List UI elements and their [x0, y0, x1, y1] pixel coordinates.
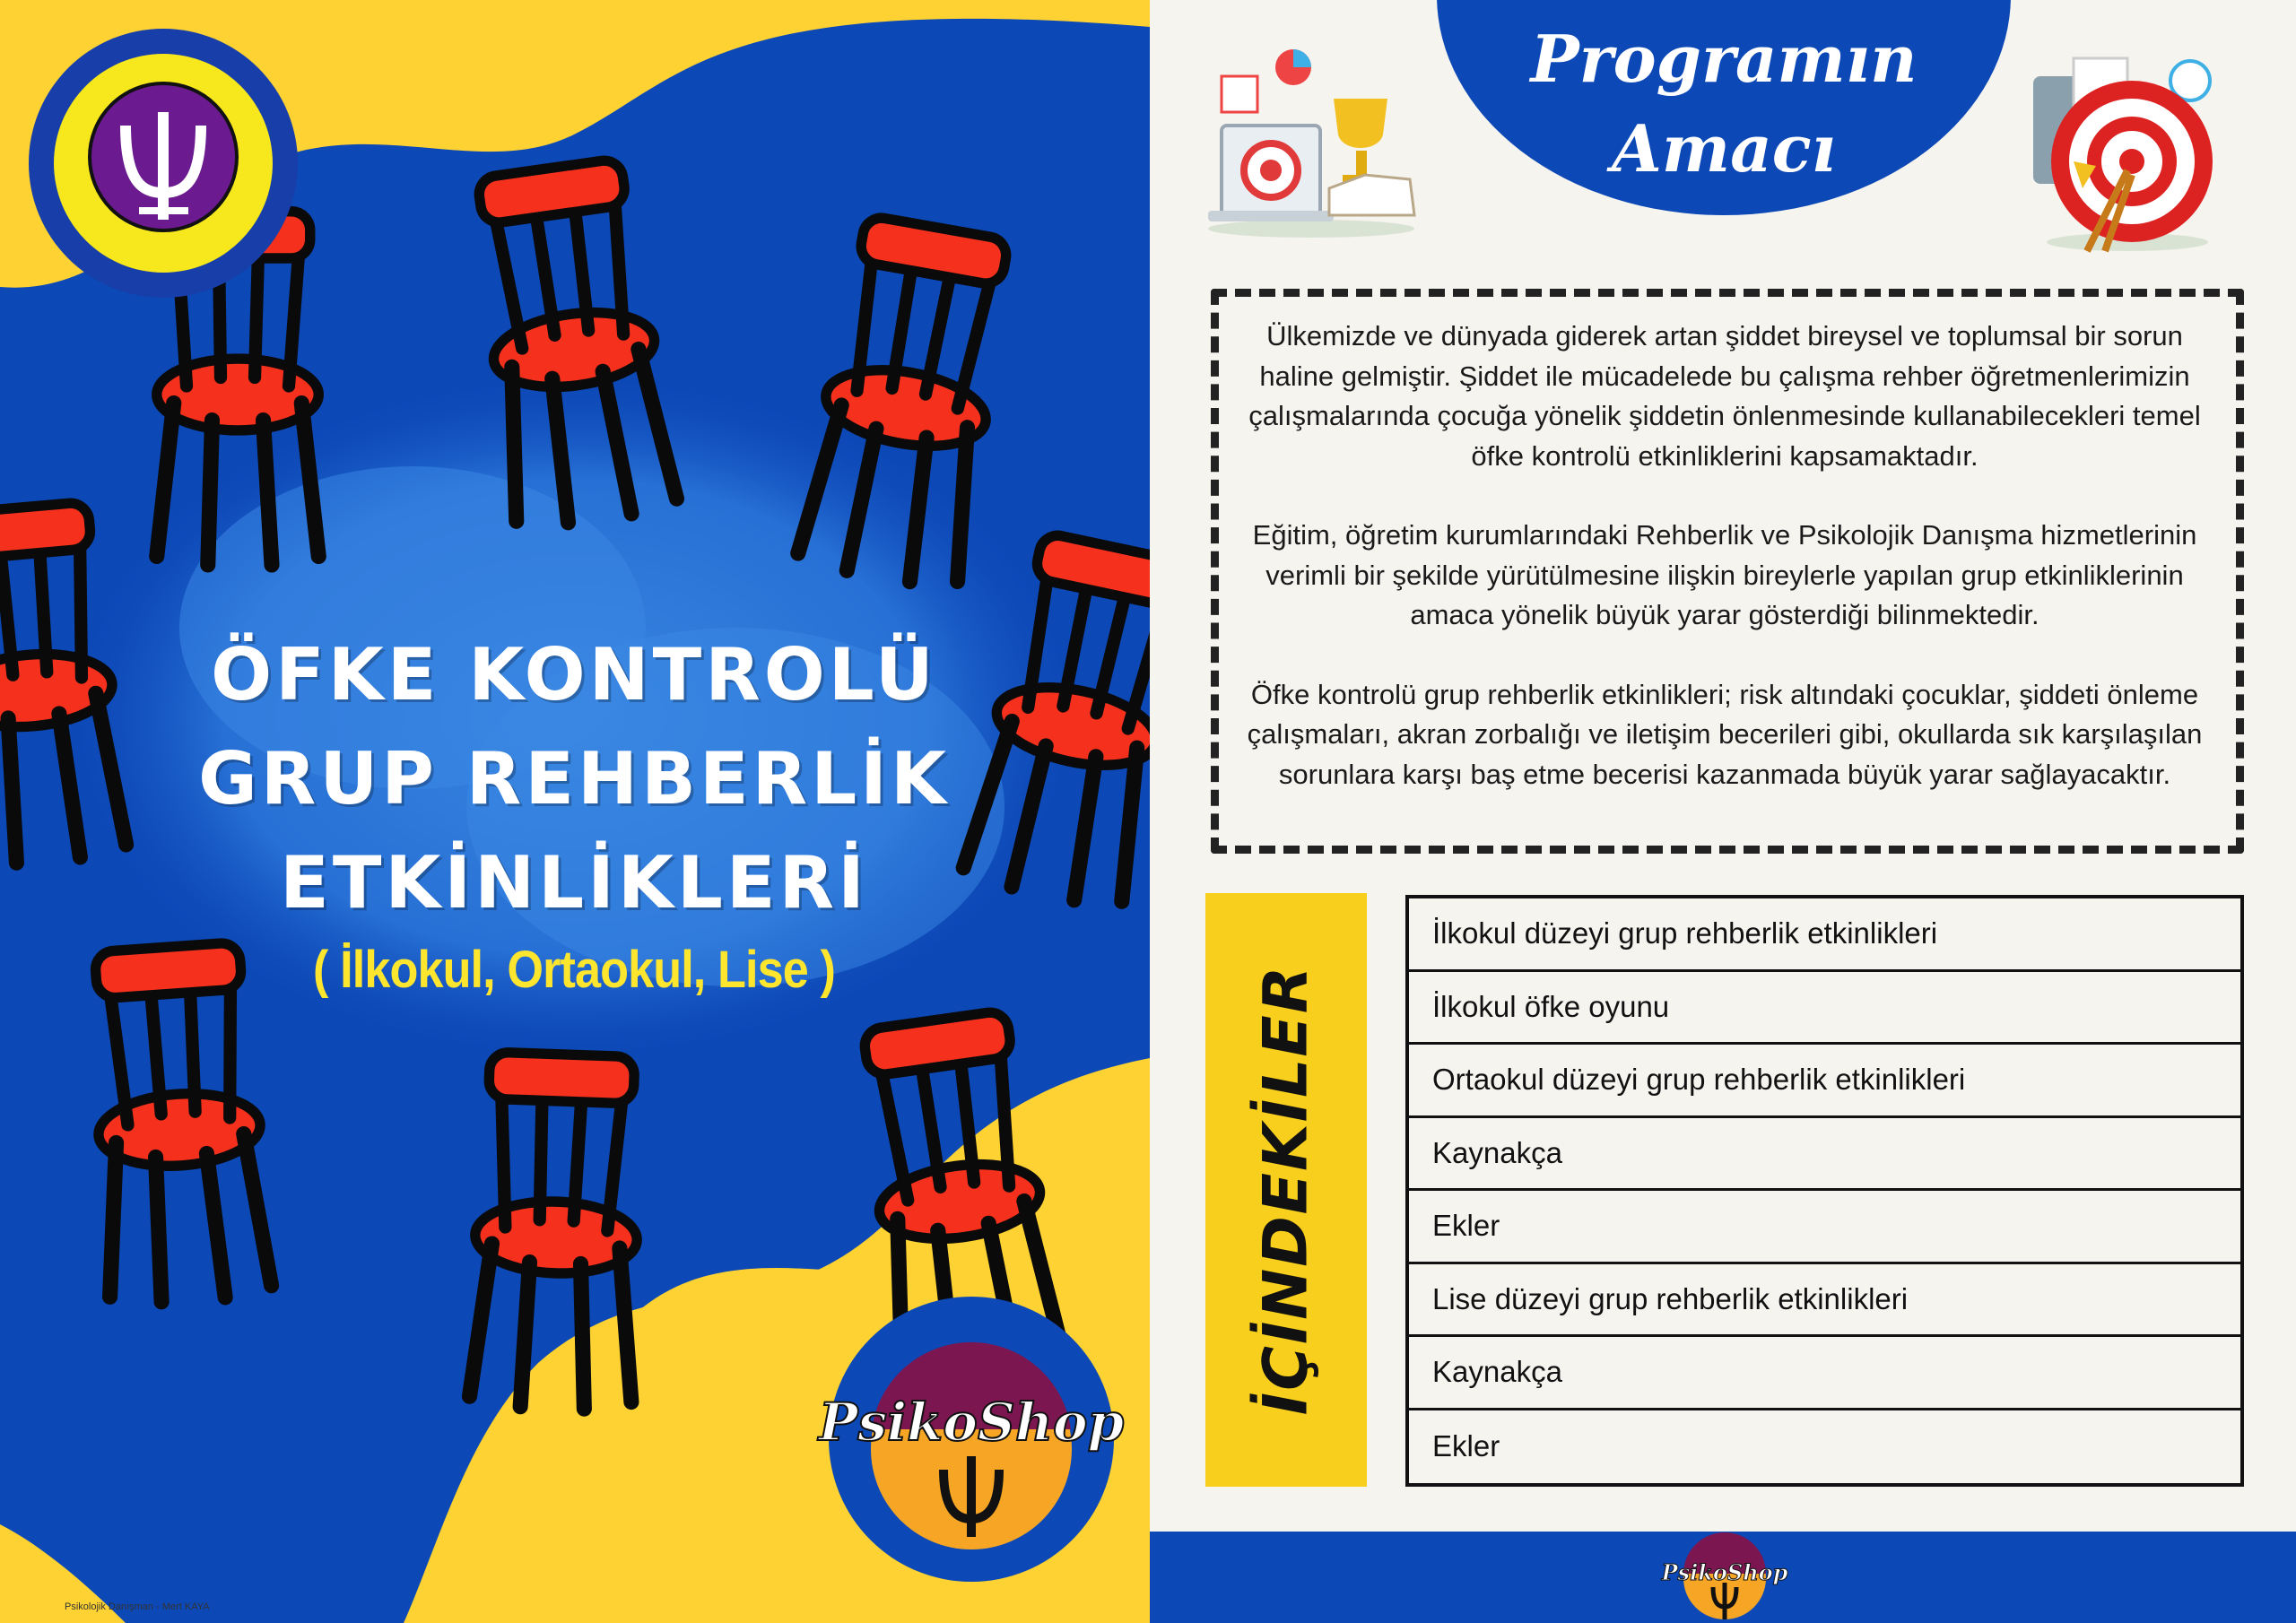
purpose-paragraph-1: Ülkemizde ve dünyada giderek artan şiddet bireysel ve toplumsal bir sorun haline gelmiştir. Şiddet ile mücadelede bu çalışma rehber öğretmenlerimizin çalışmalarında çocuğa yönelik şiddetin önlenmesinde kullanabilecekleri temel öfke kontrolü etkinliklerini kapsamaktadır.	[1248, 320, 2201, 472]
psikoshop-badge	[818, 1295, 1125, 1584]
cover-subtitle: ( İlkokul, Ortaokul, Lise )	[313, 941, 835, 999]
toc-row[interactable]: Ekler	[1409, 1191, 2240, 1264]
laptop-trophy-icon	[1204, 45, 1419, 242]
purpose-paragraph-3: Öfke kontrolü grup rehberlik etkinlikleri; risk altındaki çocuklar, şiddeti önleme çalışmaları, akran zorbalığı ve iletişim becerileri gibi, okullarda sık karşılaşılan sorunlara karşı baş etme becerisi kazanmada büyük yarar sağlayacaktır.	[1247, 678, 2203, 790]
toc-row[interactable]: Ortaokul düzeyi grup rehberlik etkinlikleri	[1409, 1045, 2240, 1118]
purpose-title	[1437, 14, 2011, 194]
footer-brand-name: PsikoShop	[1661, 1559, 1788, 1585]
cover-title-line-2: GRUP REHBERLİK	[198, 737, 950, 820]
psikoshop-badge-name: PsikoShop	[818, 1392, 1125, 1453]
footer-psikoshop-logo	[1661, 1533, 1788, 1623]
purpose-text-box	[1211, 289, 2244, 854]
cover-title-line-3: ETKİNLİKLERİ	[280, 841, 868, 924]
target-arrow-icon	[2020, 40, 2217, 256]
author-credit: Psikolojik Danışman - Mert KAYA	[65, 1601, 210, 1612]
purpose-title-line-1: Programın	[1530, 21, 1918, 97]
purpose-title-line-2: Amacı	[1612, 110, 1836, 187]
cover-title-line-1: ÖFKE KONTROLÜ	[211, 633, 937, 716]
toc-row[interactable]: Kaynakça	[1409, 1337, 2240, 1410]
toc-row[interactable]: İlkokul düzeyi grup rehberlik etkinlikleri	[1409, 898, 2240, 972]
purpose-paragraph-2: Eğitim, öğretim kurumlarındaki Rehberlik ve Psikolojik Danışma hizmetlerinin verimli bir şekilde yürütülmesine ilişkin bireylerle yapılan grup etkinliklerinin amaca yönelik büyük yarar gösterdiği bilinmektedir.	[1252, 519, 2197, 630]
toc-label-text: İÇİNDEKİLER	[1250, 964, 1322, 1416]
toc-row[interactable]: Lise düzeyi grup rehberlik etkinlikleri	[1409, 1264, 2240, 1338]
toc-label	[1205, 893, 1367, 1487]
cover-title	[126, 623, 1022, 935]
toc-row[interactable]: İlkokul öfke oyunu	[1409, 972, 2240, 1046]
purpose-page	[1150, 0, 2296, 1623]
toc-row[interactable]: Kaynakça	[1409, 1118, 2240, 1192]
toc-row[interactable]: Ekler	[1432, 1429, 1500, 1463]
guidance-service-logo	[27, 27, 300, 300]
toc-table	[1405, 895, 2244, 1487]
